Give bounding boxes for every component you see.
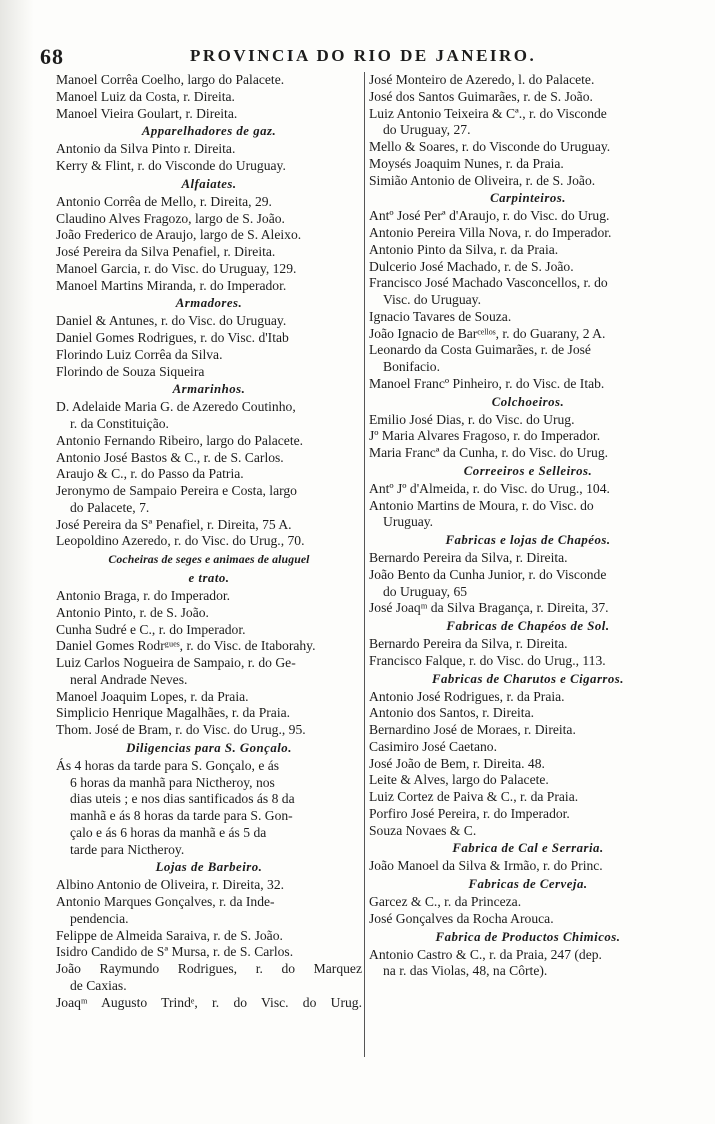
directory-line: 6 horas da manhã para Nictheroy, nos xyxy=(70,774,275,790)
section-heading: Apparelhadores de gaz. xyxy=(141,124,277,139)
directory-line: Visc. do Uruguay. xyxy=(383,292,481,307)
directory-line: Francisco José Machado Vasconcellos, r. do xyxy=(369,275,608,291)
directory-line: Uruguay. xyxy=(383,514,434,530)
directory-line: Moysés Joaquim Nunes, r. da Praia. xyxy=(369,155,564,171)
directory-line: Manoel Francº Pinheiro, r. do Visc. de Itab. xyxy=(369,375,605,391)
directory-line: João Bento da Cunha Junior, r. do Visconde xyxy=(369,566,607,582)
page-number: 68 xyxy=(40,44,64,69)
directory-line: Bernardino José de Moraes, r. Direita. xyxy=(369,722,576,737)
directory-line: Simplicio Henrique Magalhães, r. da Praia. xyxy=(56,705,291,721)
entry-group xyxy=(369,550,687,617)
entry-group xyxy=(56,72,362,122)
section-heading: Diligencias para S. Gonçalo. xyxy=(126,740,292,755)
directory-line: Porfiro José Pereira, r. do Imperador. xyxy=(369,805,570,821)
directory-line: Antonio Pinto da Silva, r. da Praia. xyxy=(369,241,559,257)
section-heading: Lojas de Barbeiro. xyxy=(155,860,263,875)
directory-line: Manoel Garcia, r. do Visc. do Uruguay, 129. xyxy=(56,260,297,276)
section-heading: Fabricas de Charutos e Cigarros. xyxy=(432,671,624,686)
directory-line: Daniel Gomes Rodrᵍᵘᵉˢ, r. do Visc. de Itaborahy. xyxy=(56,638,316,654)
directory-line: Florindo de Souza Siqueira xyxy=(56,363,205,379)
directory-line: João Manoel da Silva & Irmão, r. do Princ. xyxy=(369,858,603,874)
directory-line: Bonifacio. xyxy=(383,359,441,374)
directory-line: Bernardo Pereira da Silva, r. Direita. xyxy=(369,550,568,565)
directory-line: Ignacio Tavares de Souza. xyxy=(369,308,512,324)
entry-group xyxy=(369,858,687,875)
binding-gutter-shadow xyxy=(0,0,34,1124)
directory-line: Felippe de Almeida Saraiva, r. de S. João. xyxy=(56,927,283,943)
directory-line: Antonio Martins de Moura, r. do Visc. do xyxy=(369,497,594,513)
directory-line: João Ignacio de Barᶜᵉˡˡᵒˢ, r. do Guarany, 2 A. xyxy=(369,325,606,341)
directory-line: manhã e ás 8 horas da tarde para S. Gon- xyxy=(70,808,293,823)
directory-line: do Palacete, 7. xyxy=(70,499,150,515)
directory-line: Antonio Fernando Ribeiro, largo do Palacete. xyxy=(56,432,304,448)
directory-line: Luiz Cortez de Paiva & C., r. da Praia. xyxy=(369,789,579,804)
directory-line: Antº José Perª d'Araujo, r. do Visc. do Urug. xyxy=(369,208,610,224)
directory-line: Luiz Carlos Nogueira de Sampaio, r. do Ge- xyxy=(56,655,296,670)
directory-line: João Raymundo Rodrigues, r. do Marquez xyxy=(56,961,362,976)
directory-line: Antonio Castro & C., r. da Praia, 247 (dep. xyxy=(369,946,602,962)
entry-group xyxy=(369,894,687,928)
section-heading: Fabrica de Cal e Serraria. xyxy=(452,841,604,856)
directory-line: Manoel Joaquim Lopes, r. da Praia. xyxy=(56,688,249,704)
entry-group xyxy=(369,412,687,462)
directory-line: Manoel Luiz da Costa, r. Direita. xyxy=(56,88,235,104)
directory-line: Mello & Soares, r. do Visconde do Uruguay. xyxy=(369,139,611,154)
directory-line: r. da Constituição. xyxy=(70,416,169,431)
entry-group xyxy=(56,399,362,550)
directory-line: Jº Maria Alvares Fragoso, r. do Imperador. xyxy=(369,428,601,444)
directory-line: Leite & Alves, largo do Palacete. xyxy=(369,772,549,788)
directory-line: Thom. José de Bram, r. do Visc. do Urug., 95. xyxy=(56,722,306,737)
entry-group xyxy=(56,313,362,380)
section-heading: Armarinhos. xyxy=(172,382,246,397)
directory-line: tarde para Nictheroy. xyxy=(70,841,185,857)
directory-line: Antonio José Bastos & C., r. de S. Carlos. xyxy=(56,449,284,465)
section-heading: Alfaiates. xyxy=(181,176,237,191)
directory-line: do Uruguay, 27. xyxy=(383,122,471,138)
directory-line: Antonio Pinto, r. de S. João. xyxy=(56,604,209,620)
directory-line: Antonio da Silva Pinto r. Direita. xyxy=(56,141,236,157)
entry-group xyxy=(369,72,687,189)
section-heading: Armadores. xyxy=(175,296,243,311)
directory-line: Leopoldino Azeredo, r. do Visc. do Urug., 70. xyxy=(56,533,305,549)
entry-group xyxy=(369,689,687,840)
directory-line: Antonio Marques Gonçalves, r. da Inde- xyxy=(56,894,275,909)
entry-group xyxy=(369,208,687,392)
directory-line: José Monteiro de Azeredo, l. do Palacete. xyxy=(369,72,595,87)
directory-line: Manoel Vieira Goulart, r. Direita. xyxy=(56,105,238,121)
entry-group xyxy=(56,588,362,739)
directory-line: José Pereira da Sª Penafiel, r. Direita, 75 A. xyxy=(56,516,292,532)
section-heading: e trato. xyxy=(188,571,230,585)
directory-line: José Pereira da Silva Penafiel, r. Direita. xyxy=(56,244,276,259)
section-heading: Cocheiras de seges e animaes de aluguel xyxy=(108,552,310,566)
directory-line: Dulcerio José Machado, r. de S. João. xyxy=(369,258,574,274)
directory-line: Daniel & Antunes, r. do Visc. do Uruguay. xyxy=(56,313,287,329)
directory-line: Luiz Antonio Teixeira & Cª., r. do Visconde xyxy=(369,105,607,121)
directory-line: Jeronymo de Sampaio Pereira e Costa, largo xyxy=(56,483,297,498)
directory-line: Manoel Martins Miranda, r. do Imperador. xyxy=(56,277,287,293)
directory-line: Cunha Sudré e C., r. do Imperador. xyxy=(56,621,246,637)
directory-line: José Gonçalves da Rocha Arouca. xyxy=(369,910,554,926)
right-column xyxy=(369,72,687,980)
directory-line: Antonio Corrêa de Mello, r. Direita, 29. xyxy=(56,193,272,209)
section-heading: Colchoeiros. xyxy=(491,394,565,409)
section-heading: Fabricas de Chapéos de Sol. xyxy=(446,619,610,633)
entry-group xyxy=(369,947,687,981)
directory-line: do Uruguay, 65 xyxy=(383,583,468,599)
column-divider xyxy=(364,72,365,1057)
directory-line: Manoel Corrêa Coelho, largo do Palacete. xyxy=(56,72,285,87)
directory-line: Maria Francª da Cunha, r. do Visc. do Urug. xyxy=(369,445,609,460)
directory-line: José Joaqᵐ da Silva Bragança, r. Direita, 37. xyxy=(369,600,609,616)
directory-line: na r. das Violas, 48, na Côrte). xyxy=(383,963,548,979)
directory-line: Kerry & Flint, r. do Visconde do Uruguay. xyxy=(56,158,286,173)
directory-line: de Caxias. xyxy=(70,977,127,993)
directory-line: José dos Santos Guimarães, r. de S. João. xyxy=(369,88,593,104)
section-heading: Fabricas de Cerveja. xyxy=(468,877,588,891)
directory-line: Araujo & C., r. do Passo da Patria. xyxy=(56,466,244,482)
entry-group xyxy=(369,636,687,670)
directory-line: Antonio José Rodrigues, r. da Praia. xyxy=(369,688,565,704)
directory-line: Souza Novaes & C. xyxy=(369,822,477,838)
directory-line: Leonardo da Costa Guimarães, r. de José xyxy=(369,342,591,358)
page-header xyxy=(40,44,680,68)
section-heading: Fabrica de Productos Chimicos. xyxy=(435,929,621,944)
section-heading: Correeiros e Selleiros. xyxy=(463,463,593,478)
directory-line: çalo e ás 6 horas da manhã e ás 5 da xyxy=(70,824,267,840)
directory-line: neral Andrade Neves. xyxy=(70,671,188,687)
directory-line: Albino Antonio de Oliveira, r. Direita, 32. xyxy=(56,877,285,893)
left-column xyxy=(56,72,362,1011)
directory-line: Garcez & C., r. da Princeza. xyxy=(369,894,522,909)
directory-line: Daniel Gomes Rodrigues, r. do Visc. d'Itab xyxy=(56,330,289,345)
directory-line: pendencia. xyxy=(70,910,129,926)
directory-line: Antº Jº d'Almeida, r. do Visc. do Urug., 104. xyxy=(369,480,610,496)
directory-line: D. Adelaide Maria G. de Azeredo Coutinho, xyxy=(56,399,296,415)
directory-line: João Frederico de Araujo, largo de S. Aleixo. xyxy=(56,227,302,243)
entry-group xyxy=(56,141,362,175)
section-heading: Fabricas e lojas de Chapéos. xyxy=(445,533,611,547)
directory-line: Bernardo Pereira da Silva, r. Direita. xyxy=(369,636,568,651)
directory-line: Emilio José Dias, r. do Visc. do Urug. xyxy=(369,411,575,427)
running-title: PROVINCIA DO RIO DE JANEIRO. xyxy=(190,46,537,65)
directory-line: Francisco Falque, r. do Visc. do Urug., 113. xyxy=(369,652,606,668)
directory-line: Simião Antonio de Oliveira, r. de S. João. xyxy=(369,172,596,188)
directory-line: Antonio dos Santos, r. Direita. xyxy=(369,705,535,721)
directory-line: Antonio Braga, r. do Imperador. xyxy=(56,588,231,603)
directory-line: Claudino Alves Fragozo, largo de S. João. xyxy=(56,210,285,226)
directory-line: José João de Bem, r. Direita. 48. xyxy=(369,755,545,771)
directory-line: Antonio Pereira Villa Nova, r. do Imperador. xyxy=(369,225,612,240)
entry-group xyxy=(369,481,687,531)
directory-line: Florindo Luiz Corrêa da Silva. xyxy=(56,346,223,362)
entry-group xyxy=(56,877,362,1011)
directory-line: Joaqᵐ Augusto Trindᵉ, r. do Visc. do Urug. xyxy=(56,994,362,1010)
directory-line: dias uteis ; e nos dias santificados ás 8 da xyxy=(70,791,295,807)
entry-group xyxy=(56,758,362,859)
section-heading: Carpinteiros. xyxy=(490,191,566,206)
directory-line: Casimiro José Caetano. xyxy=(369,738,497,754)
directory-line: Ás 4 horas da tarde para S. Gonçalo, e ás xyxy=(56,757,280,773)
directory-line: Isidro Candido de Sª Mursa, r. de S. Carlos. xyxy=(56,944,294,960)
entry-group xyxy=(56,194,362,295)
